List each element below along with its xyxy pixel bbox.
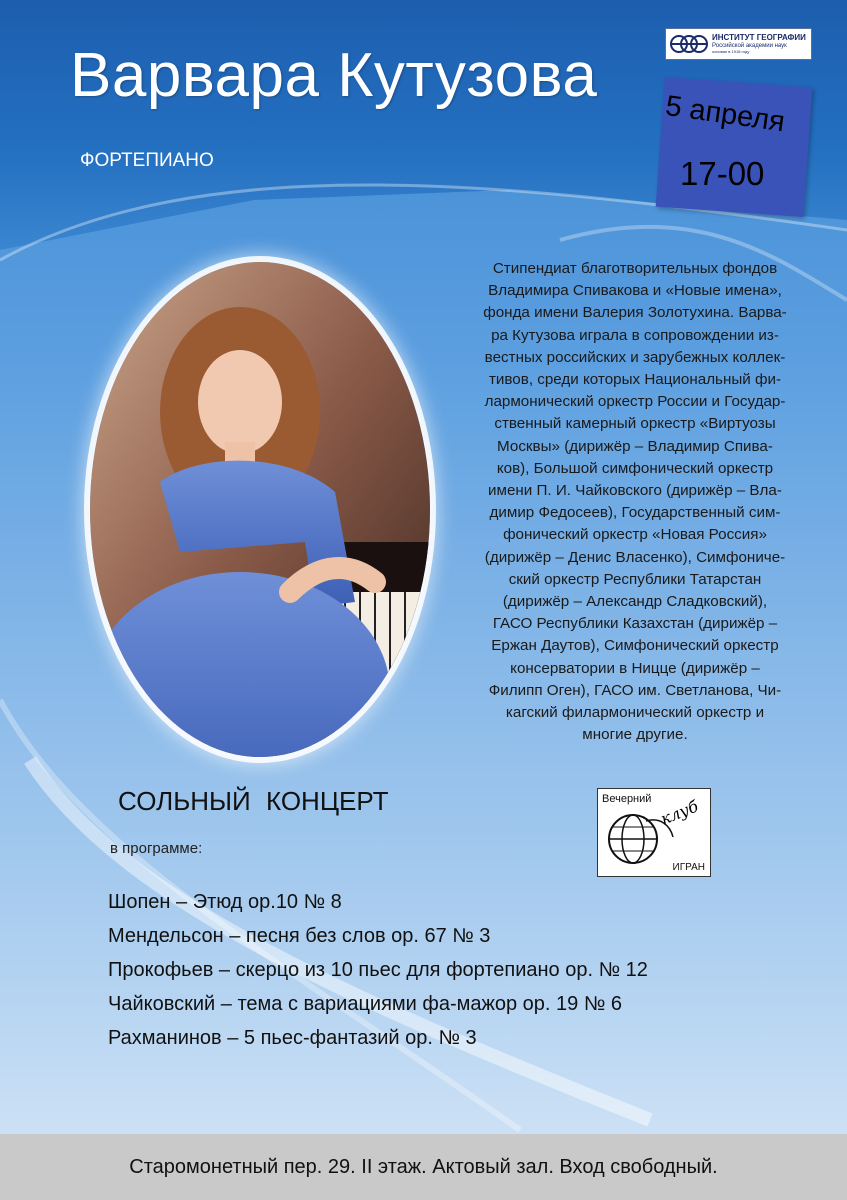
bio-line: димир Федосеев), Государственный сим- [489, 504, 781, 522]
bio-line: фонда имени Валерия Золотухина. Варва- [483, 304, 787, 322]
bio-line: кагский филармонический оркестр и [505, 704, 765, 722]
bio-line: ков), Большой симфонический оркестр [496, 459, 774, 477]
institute-name: ИНСТИТУТ ГЕОГРАФИИ [712, 33, 806, 42]
bio-line: Стипендиат благотворительных фондов [492, 260, 778, 277]
program-item: Прокофьев – скерцо из 10 пьес для фортепиано ор. № 12 [108, 959, 648, 981]
bio-line: лармонический оркестр России и Государ- [484, 393, 786, 411]
bio-line: ский оркестр Республики Татарстан [508, 570, 762, 588]
artist-name: Варвара Кутузова [70, 41, 598, 110]
bio-line: ра Кутузова играла в сопровождении из- [491, 326, 779, 344]
bio-line: Владимира Спивакова и «Новые имена», [488, 282, 782, 300]
club-logo-bottom-text: ИГРАН [672, 862, 705, 873]
bio-line: консерватории в Ницце (дирижёр – [510, 659, 760, 677]
program-label: в программе: [110, 840, 203, 857]
bio-line: вестных российских и зарубежных коллек- [484, 348, 786, 366]
concert-title: СОЛЬНЫЙ КОНЦЕРТ [118, 786, 389, 816]
program-list [108, 885, 648, 1055]
institute-founded: основан в 1918 году [712, 49, 750, 54]
program-item: Мендельсон – песня без слов ор. 67 № 3 [108, 925, 491, 947]
club-logo-top-text: Вечерний [602, 793, 652, 805]
bio-line: ГАСО Республики Казахстан (дирижёр – [492, 615, 778, 633]
bio-line: фонический оркестр «Новая Россия» [503, 526, 767, 544]
bio-line: тивов, среди которых Национальный фи- [488, 371, 782, 389]
bio-line: Филипп Оген), ГАСО им. Светланова, Чи- [488, 681, 782, 699]
program-item: Рахманинов – 5 пьес-фантазий ор. № 3 [108, 1027, 477, 1049]
institute-subtitle: Российской академии наук [712, 43, 787, 49]
program-item: Шопен – Этюд ор.10 № 8 [108, 891, 342, 913]
footer-bar [0, 1134, 847, 1200]
bio-line: (дирижёр – Денис Власенко), Симфониче- [484, 548, 786, 566]
bio-line: многие другие. [582, 726, 688, 744]
bio-line: Москвы» (дирижёр – Владимир Спива- [497, 437, 773, 455]
institute-logo [665, 28, 812, 60]
bio-line: (дирижёр – Александр Сладковский), [502, 593, 768, 611]
event-time: 17-00 [680, 155, 765, 192]
program-item: Чайковский – тема с вариациями фа-мажор ор. 19 № 6 [108, 993, 622, 1015]
bio-line: Ержан Даутов), Симфонический оркестр [491, 637, 779, 655]
instrument-label: ФОРТЕПИАНО [80, 150, 214, 171]
portrait-frame [90, 262, 430, 757]
club-logo-script: клуб [657, 796, 701, 829]
event-date: 5 апреля [663, 90, 787, 139]
bio-text [455, 258, 815, 746]
bio-line: имени П. И. Чайковского (дирижёр – Вла- [488, 482, 782, 500]
portrait-image [90, 262, 430, 757]
institute-logo-icon [669, 31, 709, 57]
club-logo [597, 788, 711, 877]
venue-address: Старомонетный пер. 29. II этаж. Актовый зал. Вход свободный. [129, 1155, 718, 1178]
bio-line: ственный камерный оркестр «Виртуозы [494, 415, 776, 433]
